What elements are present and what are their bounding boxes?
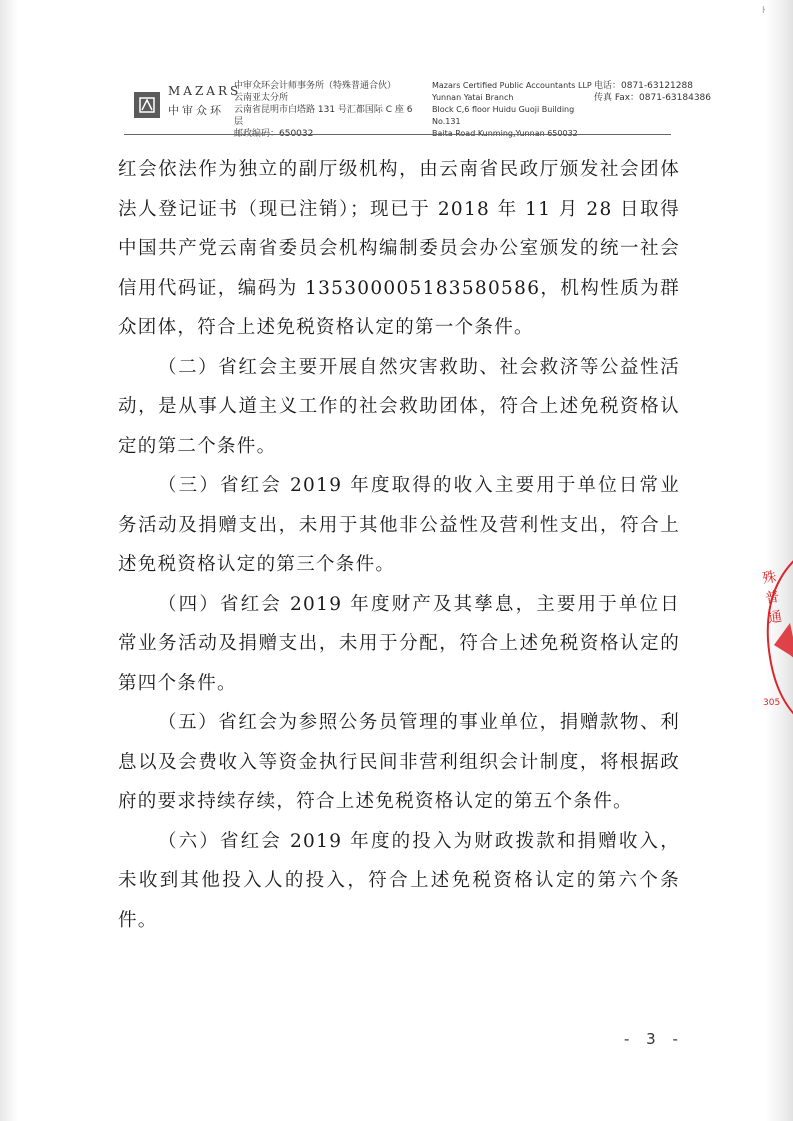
letterhead-contact xyxy=(594,80,714,104)
letterhead-en-line: Yunnan Yatai Branch xyxy=(432,93,514,102)
letterhead-cn-line: 云南亚太分所 xyxy=(234,93,289,103)
mazars-logo-icon xyxy=(134,92,160,118)
paragraph-6: （六）省红会 2019 年度的投入为财政拨款和捐赠收入，未收到其他投入人的投入，符合上述免税资格认定的第六个条件。 xyxy=(118,830,680,931)
paragraph-3: （三）省红会 2019 年度取得的收入主要用于单位日常业务活动及捐赠支出，未用于其他非公益性及营利性支出，符合上述免税资格认定的第三个条件。 xyxy=(118,475,680,575)
seal-number: 305 xyxy=(763,698,781,708)
phone-number: 电话：0871-63121288 xyxy=(594,81,693,91)
fax-number: 传真 Fax：0871-63184386 xyxy=(594,93,712,103)
logo-text-cn: 中审众环 xyxy=(168,104,224,117)
logo-text-en: MAZARS xyxy=(168,84,242,98)
paragraph-4: （四）省红会 2019 年度财产及其孳息，主要用于单位日常业务活动及捐赠支出，未用于分配，符合上述免税资格认定的第四个条件。 xyxy=(118,593,680,694)
letterhead-en-line: Baita Road Kunming,Yunnan 650032 xyxy=(432,129,578,138)
letterhead-english-address xyxy=(432,80,592,140)
document-body xyxy=(118,150,680,940)
letterhead-en-line: Mazars Certified Public Accountants LLP xyxy=(432,81,592,90)
paragraph-2: （二）省红会主要开展自然灾害救助、社会救济等公益性活动，是从事人道主义工作的社会救助团体，符合上述免税资格认定的第二个条件。 xyxy=(118,356,680,457)
letterhead-cn-line: 邮政编码：650032 xyxy=(234,129,314,139)
letterhead xyxy=(134,78,712,139)
paragraph-5: （五）省红会为参照公务员管理的事业单位，捐赠款物、利息以及会费收入等资金执行民间非营利组织会计制度，将根据政府的要求持续存续，符合上述免税资格认定的第五个条件。 xyxy=(118,712,680,812)
page-number: - 3 - xyxy=(624,1030,684,1048)
letterhead-chinese-address xyxy=(234,80,416,140)
corner-mark: ŀ xyxy=(762,6,766,16)
letterhead-cn-line: 中审众环会计师事务所（特殊普通合伙） xyxy=(234,81,397,91)
letterhead-divider xyxy=(124,134,671,135)
letterhead-en-line: Block C,6 floor Huidu Guoji Building No.131 xyxy=(432,105,575,126)
page-edge-shadow-left xyxy=(0,0,18,1121)
letterhead-cn-line: 云南省昆明市白塔路 131 号汇都国际 C 座 6 层 xyxy=(234,105,413,127)
seal-text: 殊普通 xyxy=(761,569,785,627)
paragraph-1: 红会依法作为独立的副厅级机构，由云南省民政厅颁发社会团体法人登记证书（现已注销）；现已于 2018 年 11 月 28 日取得中国共产党云南省委员会机构编制委员会办公室颁发的统一社会信用代码证，编码为 135300005183580586，机构性质为群众团体，符合上述免税资格认定的第一个条件。 xyxy=(118,159,680,338)
